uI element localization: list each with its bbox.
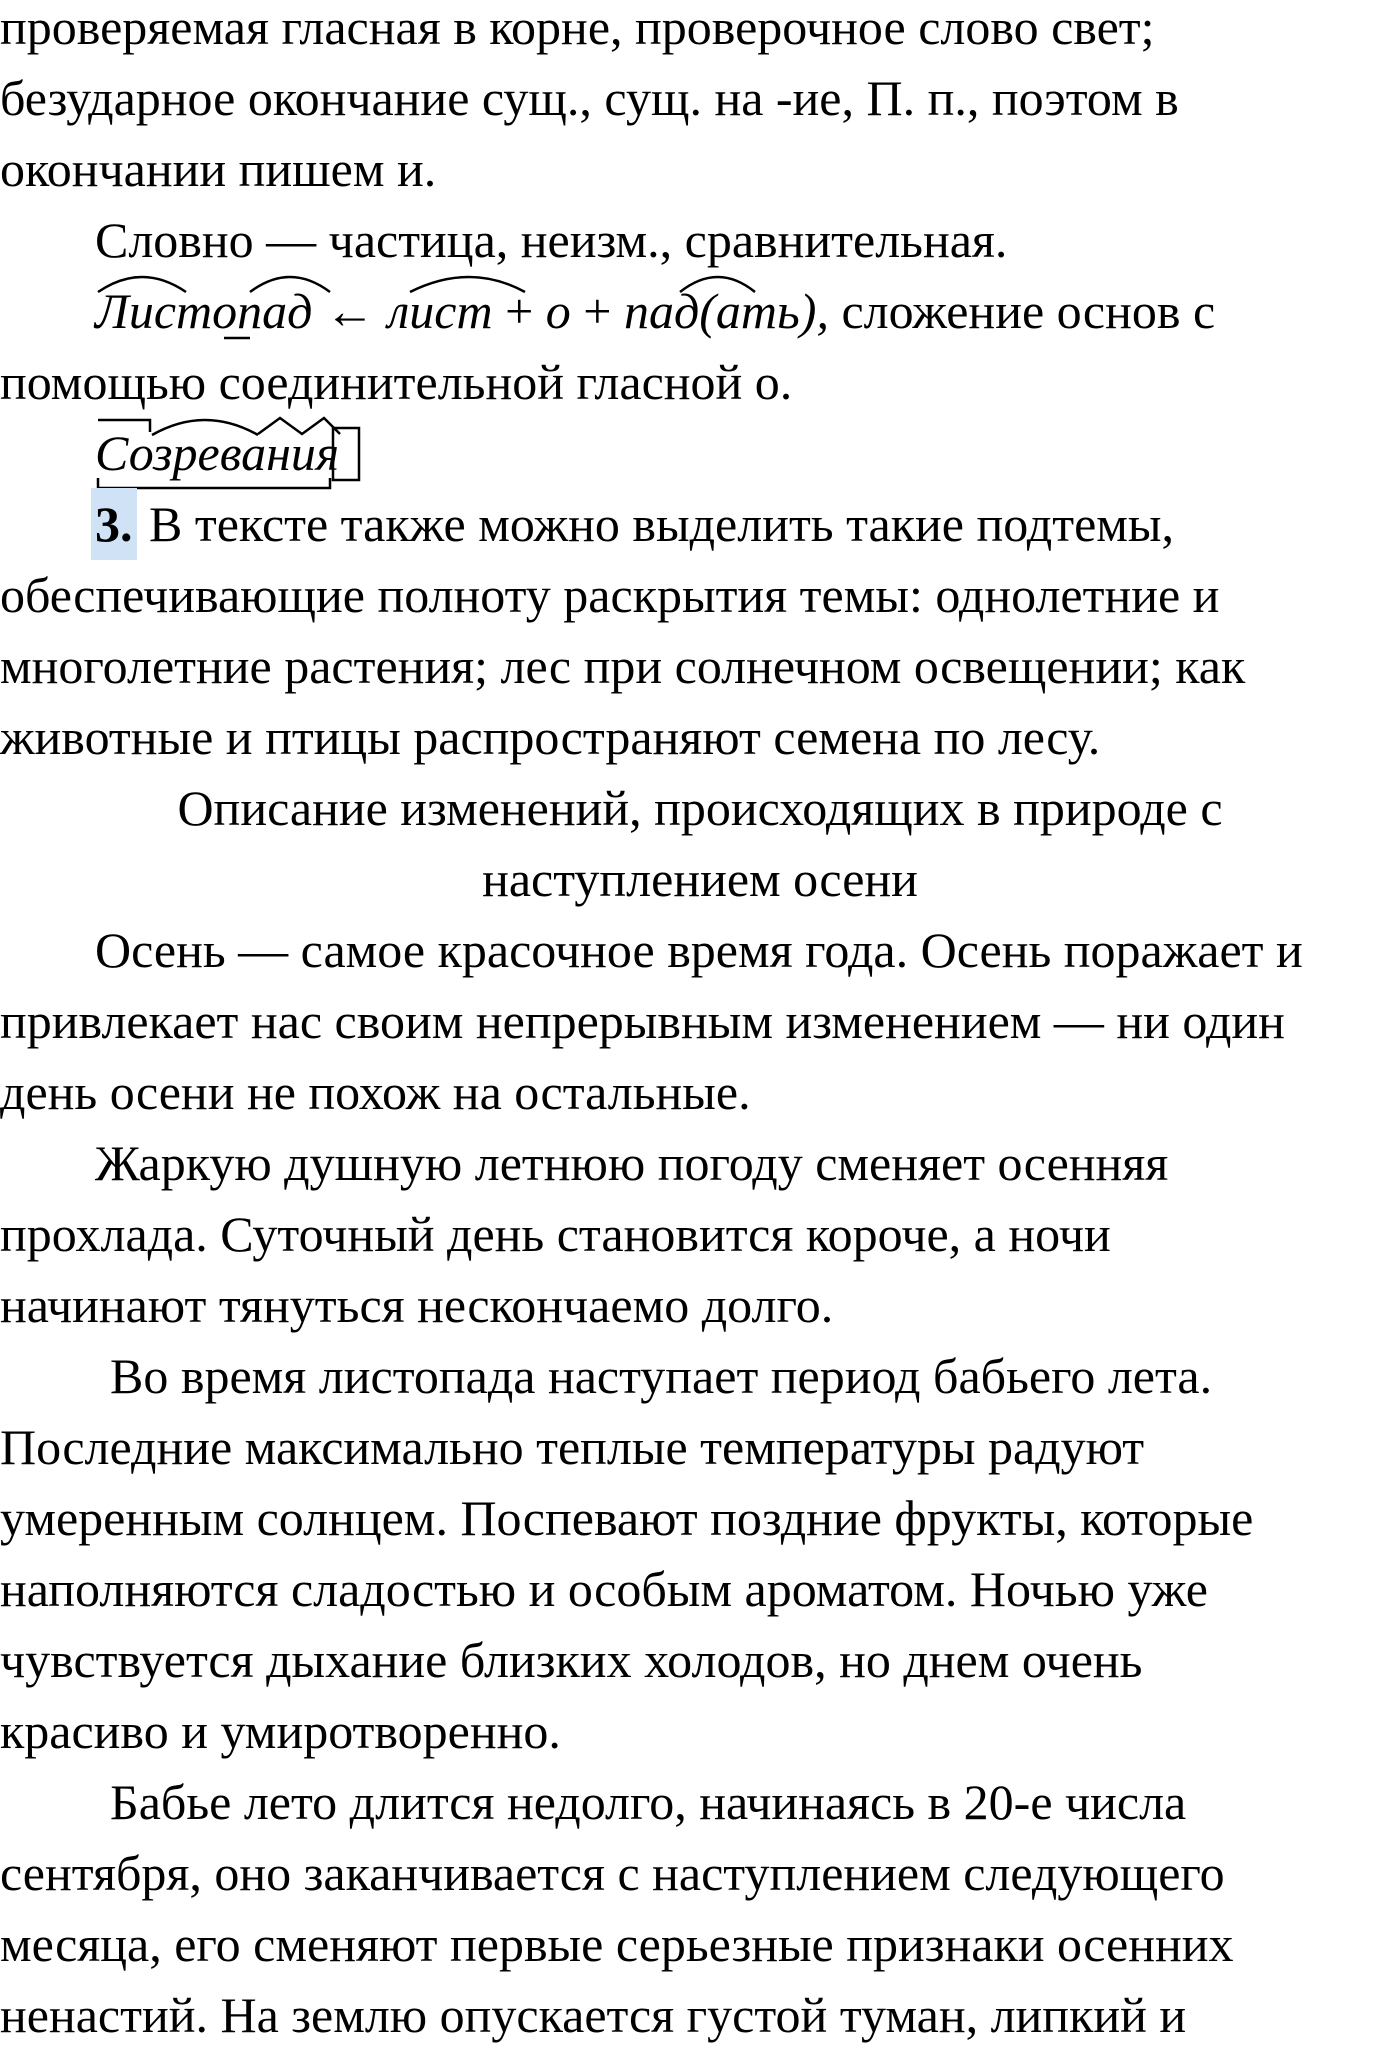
text-line: красиво и умиротворенно. [0, 1703, 561, 1759]
text-line: чувствуется дыхание близких холодов, но днем очень [0, 1632, 1143, 1688]
text-line: помощью соединительной гласной о. [0, 354, 793, 410]
listopad-part-root1: Лист [95, 283, 213, 339]
plus-sign: + [583, 283, 612, 339]
text-line: прохлада. Суточный день становится короче, а ночи [0, 1206, 1111, 1262]
text-line: умеренным солнцем. Поспевают поздние фрукты, которые [0, 1490, 1254, 1546]
ending-box-icon [333, 428, 359, 480]
text-line: обеспечивающие полноту раскрытия темы: однолетние и [0, 567, 1220, 623]
text-line: сентября, оно заканчивается с наступлением следующего [0, 1845, 1225, 1901]
text-line: многолетние растения; лес при солнечном освещении; как [0, 638, 1246, 694]
point-number: 3. [91, 488, 137, 560]
text-line: наполняются сладостью и особым ароматом. Ночью уже [0, 1561, 1208, 1617]
point-3-text: В тексте также можно выделить такие подтемы, [149, 496, 1175, 552]
text-line: Осень — самое красочное время года. Осень поражает и [95, 922, 1303, 978]
morph-analysis-word: Созревания [95, 425, 340, 481]
essay-heading-line: Описание изменений, происходящих в природе с [177, 780, 1223, 836]
root-pad: пад(ать), [623, 283, 829, 339]
stem-mark-icon [98, 478, 330, 488]
root-list: лист [387, 283, 493, 339]
listopad-rest: сложение основ с [841, 283, 1216, 339]
listopad-part-root2: пад [237, 283, 313, 339]
derivation-arrow: ← [324, 283, 375, 339]
text-line: Жаркую душную летнюю погоду сменяет осенняя [95, 1135, 1169, 1191]
text-line: безударное окончание сущ., сущ. на -ие, П. п., поэтом в [0, 70, 1179, 126]
text-line: день осени не похож на остальные. [0, 1064, 751, 1120]
text-line: Во время листопада наступает период бабьего лета. [110, 1348, 1213, 1404]
point-3-line [95, 488, 1174, 560]
root-arc-icon [152, 420, 258, 435]
plus-sign: + [505, 283, 534, 339]
text-line: окончании пишем и. [0, 141, 437, 197]
slovno-line: Словно — частица, неизм., сравнительная. [95, 212, 1008, 268]
prefix-mark-icon [98, 420, 150, 432]
text-line: животные и птицы распространяют семена по лесу. [0, 709, 1101, 765]
text-line: месяца, его сменяют первые серьезные признаки осенних [0, 1916, 1234, 1972]
text-line: ненастий. На землю опускается густой туман, липкий и [0, 1987, 1187, 2043]
text-line: Бабье лето длится недолго, начинаясь в 20-е числа [110, 1774, 1187, 1830]
text-line: начинают тянуться нескончаемо долго. [0, 1277, 834, 1333]
text-line: привлекает нас своим непрерывным изменением — ни один [0, 993, 1285, 1049]
suffix-mark-icon [258, 418, 340, 434]
listopad-connecting-vowel: о [212, 283, 238, 339]
vowel-o: о [545, 283, 571, 339]
text-line: Последние максимально теплые температуры радуют [0, 1419, 1145, 1475]
essay-heading-line: наступлением осени [482, 851, 918, 907]
text-line: проверяемая гласная в корне, проверочное слово свет; [0, 0, 1155, 55]
